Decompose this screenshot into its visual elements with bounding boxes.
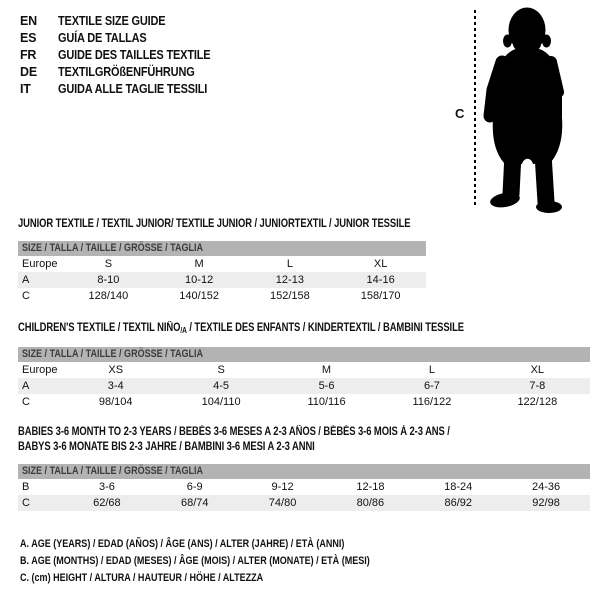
size-cell: L [286,258,293,270]
size-cell: 116/122 [412,396,452,408]
size-cell: 80/86 [356,497,385,509]
language-row [20,81,231,98]
language-header [20,13,231,98]
junior-textile-table [18,217,426,304]
size-cell: 6-7 [423,380,440,392]
footnote-height-cm: C. (cm) HEIGHT / ALTURA / HAUTEUR / HÖHE / ALTEZZA [20,572,264,584]
language-label: TEXTILE SIZE GUIDE [58,14,166,28]
size-cell: 24-36 [531,481,561,493]
size-cell: 12-18 [356,481,385,493]
language-code: DE [20,65,37,79]
size-cell: 62/68 [93,497,121,509]
size-header-bar: SIZE / TALLA / TAILLE / GRÖSSE / TAGLIA [18,347,590,362]
size-cell: 122/128 [517,396,558,408]
language-row [20,47,231,64]
size-cell: 104/110 [201,396,241,408]
height-marker-dashed-line [474,10,476,206]
height-marker-label: C [455,106,465,121]
language-label: TEXTILGRÖßENFÜHRUNG [58,65,195,79]
baby-silhouette-figure [455,4,595,216]
toddler-silhouette-icon [479,4,591,214]
size-cell: 14-16 [366,274,395,286]
language-code: EN [20,14,37,28]
size-cell: 10-12 [185,274,214,286]
language-row [20,64,231,81]
size-cell: 3-4 [107,380,124,392]
size-cell: 98/104 [98,396,133,408]
size-cell: L [428,364,435,376]
table-row [18,378,590,394]
babies-textile-table [18,425,590,511]
row-label: C [22,290,30,302]
size-cell: 18-24 [444,481,473,493]
table-title: CHILDREN'S TEXTILE / TEXTIL $NIÑO_{/A}$ / TEXTILE DES ENFANTS / KINDERTEXTIL / BAMBINI TESSILE [18,322,464,335]
language-code: ES [20,31,37,45]
table-row [18,495,590,511]
footnote-age-months: B. AGE (MONTHS) / EDAD (MESES) / ÂGE (MOIS) / ALTER (MONATE) / ETÀ (MESI) [20,555,370,567]
size-cell: 92/98 [532,497,560,509]
size-cell: 74/80 [268,497,297,509]
size-cell: 7-8 [529,380,546,392]
size-cell: XS [108,364,124,376]
size-cell: 3-6 [98,481,115,493]
size-cell: M [194,258,204,270]
language-row [20,13,231,30]
size-cell: XL [373,258,388,270]
size-cell: 152/158 [269,290,310,302]
size-cell: 158/170 [360,290,401,302]
table-row [18,479,590,495]
size-cell: 4-5 [213,380,230,392]
row-label: Europe [22,364,58,376]
table-title: JUNIOR TEXTILE / TEXTIL JUNIOR/ TEXTILE JUNIOR / JUNIORTEXTIL / JUNIOR TESSILE [18,218,411,230]
row-label: C [22,396,30,408]
row-label: B [22,481,30,493]
size-header-bar: SIZE / TALLA / TAILLE / GRÖSSE / TAGLIA [18,241,426,256]
size-cell: 128/140 [88,290,129,302]
table-row [18,272,426,288]
size-cell: 110/116 [307,396,346,408]
language-code: IT [20,82,31,96]
childrens-textile-table [18,321,590,410]
row-label: A [22,380,30,392]
language-label: GUIDE DES TAILLES TEXTILE [58,48,211,62]
footnotes [20,536,447,587]
size-cell: 8-10 [97,274,120,286]
size-cell: S [104,258,113,270]
row-label: Europe [22,258,58,270]
language-code: FR [20,48,37,62]
table-row [18,288,426,304]
size-cell: S [217,364,225,376]
size-cell: 5-6 [318,380,335,392]
size-cell: 140/152 [179,290,219,302]
size-cell: 12-13 [275,274,304,286]
size-header-bar: SIZE / TALLA / TAILLE / GRÖSSE / TAGLIA [18,464,590,479]
row-label: C [22,497,30,509]
size-cell: M [321,364,332,376]
table-row [18,394,590,410]
size-cell: 86/92 [444,497,472,509]
size-cell: 68/74 [180,497,209,509]
table-row [18,256,426,272]
table-row [18,362,590,378]
language-row [20,30,231,47]
size-cell: 9-12 [271,481,294,493]
row-label: A [22,274,30,286]
size-cell: 6-9 [186,481,203,493]
language-label: GUIDA ALLE TAGLIE TESSILI [58,82,208,96]
size-cell: XL [530,364,545,376]
language-label: GUÍA DE TALLAS [58,31,147,45]
table-title: BABIES 3-6 MONTH TO 2-3 YEARS / BEBÉS 3-6 MESES A 2-3 AÑOS / BÉBÉS 3-6 MOIS À 2-3 ANS / BABYS 3-6 MONATE BIS 2-3 JAHRE / BAMBINI 3-6 MESI A 2-3 ANNI [18,426,450,453]
footnote-age-years: A. AGE (YEARS) / EDAD (AÑOS) / ÂGE (ANS) / ALTER (JAHRE) / ETÀ (ANNI) [20,538,345,550]
